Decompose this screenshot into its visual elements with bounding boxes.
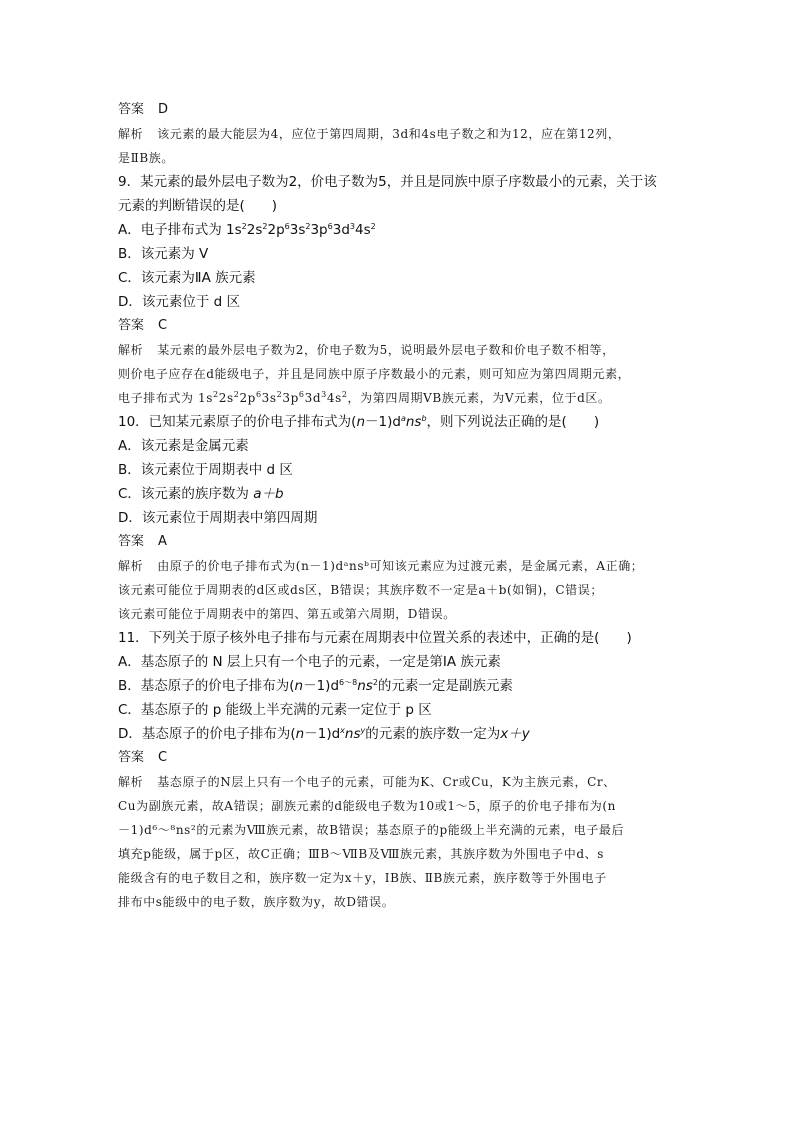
explanation-label: 解析 [118, 127, 144, 141]
question-text: 10．已知某元素原子的价电子排布式为( [118, 414, 357, 430]
orbital: 3p [282, 391, 299, 405]
orbital: 2p [267, 222, 285, 238]
orbital: 3s [261, 391, 277, 405]
explanation-text: 基态原子的N层上只有一个电子的元素，可能为K、Cr或Cu，K为主族元素，Cr、 [157, 775, 616, 789]
question-text: 11．下列关于原子核外电子排布与元素在周期表中位置关系的表述中，正确的是( ) [118, 630, 632, 646]
electron-configuration [226, 222, 376, 238]
electron-count: 2 [341, 390, 348, 399]
variable: n [356, 414, 366, 430]
electron-count: 6 [298, 390, 305, 399]
explanation-line [118, 122, 678, 146]
explanation-line [118, 866, 678, 890]
option-text: D．基态原子的价电子排布为( [118, 726, 296, 742]
question-9-stem [118, 170, 678, 194]
variable: s [353, 726, 361, 742]
question-10-option-b [118, 458, 678, 482]
orbital: 3d [304, 391, 322, 405]
orbital: 2p [239, 391, 256, 405]
explanation-text: 该元素可能位于周期表的d区或ds区，B错误；其族序数不一定是a＋b(如铜)，C错误； [118, 583, 603, 597]
question-text: 9．某元素的最外层电子数为2，价电子数为5，并且是同族中原子序数最小的元素，关于该 [118, 174, 657, 190]
explanation-text: －1)d⁶～⁸ns²的元素为Ⅷ族元素，故B错误；基态原子的p能级上半充满的元素，电子最后 [118, 823, 625, 837]
variable: n [294, 678, 304, 694]
electron-count: 2 [305, 222, 311, 231]
explanation-text: Cu为副族元素，故A错误；副族元素的d能级电子数为10或1～5，原子的价电子排布为(n [118, 799, 617, 813]
question-text: ，则下列说法正确的是( ) [426, 414, 600, 430]
orbital: 3s [289, 222, 306, 238]
explanation-text: 某元素的最外层电子数为2，价电子数为5，说明最外层电子数和价电子数不相等， [157, 343, 615, 357]
electron-count: 2 [213, 390, 219, 399]
electron-count: 2 [233, 390, 240, 399]
superscript: 6～8 [339, 678, 358, 687]
answer-line [118, 530, 678, 554]
orbital: 4s [326, 391, 342, 405]
electron-count: 3 [349, 222, 355, 231]
explanation-line [118, 842, 678, 866]
answer-label: 答案 [118, 102, 145, 117]
question-text: －1)d [365, 414, 401, 430]
answer-label: 答案 [118, 750, 145, 765]
variable: n [295, 726, 305, 742]
explanation-line [118, 770, 678, 794]
electron-configuration [198, 391, 348, 405]
variable: s [414, 414, 422, 430]
variable: s [365, 678, 373, 694]
explanation-line [118, 146, 678, 170]
explanation-text: 则价电子应存在d能级电子，并且是同族中原子序数最小的元素，则可知应为第四周期元素， [118, 367, 631, 381]
explanation-text: 该元素可能位于周期表中的第四、第五或第六周期，D错误。 [118, 607, 456, 621]
question-10-option-c [118, 482, 678, 506]
explanation-line [118, 362, 678, 386]
question-11-option-d: D．基态原子的价电子排布为$(n-1)d^xns^y$的元素的族序数一定为x＋y [118, 726, 530, 742]
answer-label: 答案 [118, 534, 145, 549]
question-9-option-d [118, 290, 678, 314]
option-text: A．电子排布式为 [118, 222, 222, 238]
explanation-line [118, 578, 678, 602]
explanation-text: 排布中s能级中的电子数，族序数为y，故D错误。 [118, 895, 395, 909]
answer-value: C [158, 750, 168, 765]
question-10-option-d [118, 506, 678, 530]
electron-count: 6 [284, 222, 290, 231]
option-text: B．基态原子的价电子排布为( [118, 678, 295, 694]
explanation-text: 能级含有的电子数目之和，族序数一定为x＋y，ⅠB族、ⅡB族元素，族序数等于外围电子 [118, 871, 607, 885]
answer-value: D [158, 102, 169, 117]
explanation-text: 电子排布式为 [118, 391, 194, 405]
answer-line [118, 746, 678, 770]
orbital: 3p [310, 222, 328, 238]
option-text: D．该元素位于 d 区 [118, 294, 241, 310]
option-text: B．该元素为 V [118, 246, 209, 262]
electron-count: 2 [241, 222, 247, 231]
question-text: 元素的判断错误的是( ) [118, 198, 278, 214]
math-expression: x＋y [500, 726, 530, 742]
electron-count: 2 [262, 222, 268, 231]
orbital: 1s [226, 222, 242, 238]
explanation-line [118, 890, 678, 914]
option-text: B．该元素位于周期表中 d 区 [118, 462, 293, 478]
question-9-option-b [118, 242, 678, 266]
electron-count: 6 [255, 390, 262, 399]
explanation-label: 解析 [118, 559, 144, 573]
explanation-text: 填充p能级，属于p区，故C正确；ⅢB～ⅦB及Ⅷ族元素，其族序数为外围电子中d、s [118, 847, 604, 861]
option-text: D．该元素位于周期表中第四周期 [118, 510, 318, 526]
question-9-stem-cont [118, 194, 678, 218]
explanation-label: 解析 [118, 343, 144, 357]
question-11-stem [118, 626, 678, 650]
option-text: 的元素一定是副族元素 [377, 678, 513, 694]
explanation-line [118, 338, 678, 362]
explanation-text: 是ⅡB族。 [118, 151, 174, 165]
variable: n [357, 678, 366, 694]
option-text: C．该元素为ⅡA 族元素 [118, 270, 256, 286]
electron-count: 2 [370, 222, 376, 231]
answer-label: 答案 [118, 318, 145, 333]
question-11-option-c [118, 698, 678, 722]
question-9-option-c [118, 266, 678, 290]
option-text: A．基态原子的 N 层上只有一个电子的元素，一定是第ⅠA 族元素 [118, 654, 501, 670]
answer-line [118, 98, 678, 122]
electron-count: 6 [327, 222, 333, 231]
explanation-label: 解析 [118, 775, 144, 789]
option-text: A．该元素是金属元素 [118, 438, 249, 454]
question-10-option-a [118, 434, 678, 458]
superscript: a [400, 414, 406, 423]
explanation-text: ，为第四周期ⅤB族元素，为V元素，位于d区。 [347, 391, 611, 405]
question-11-option-a [118, 650, 678, 674]
answer-line [118, 314, 678, 338]
explanation-line [118, 386, 678, 410]
superscript: b [421, 414, 427, 423]
option-text: C．基态原子的 p 能级上半充满的元素一定位于 p 区 [118, 702, 432, 718]
option-text: C．该元素的族序数为 [118, 486, 254, 502]
option-text: 的元素的族序数一定为 [365, 726, 501, 742]
explanation-line [118, 602, 678, 626]
question-9-option-a [118, 218, 678, 242]
explanation-line [118, 554, 678, 578]
variable: n [405, 414, 415, 430]
orbital: 2s [246, 222, 263, 238]
explanation-line [118, 794, 678, 818]
electron-count: 2 [276, 390, 283, 399]
variable: n [344, 726, 354, 742]
orbital: 1s [198, 391, 214, 405]
explanation-line [118, 818, 678, 842]
electron-count: 3 [321, 390, 327, 399]
orbital: 4s [355, 222, 371, 238]
question-10-stem [118, 410, 678, 434]
math-expression: a＋b [253, 486, 284, 502]
answer-value: C [158, 318, 168, 333]
question-11-option-b: B．基态原子的价电子排布为$(n-1)d^{6\sim 8}ns^2$的元素一定是副族元素 [118, 678, 513, 694]
explanation-text: 该元素的最大能层为4，应位于第四周期，3d和4s电子数之和为12，应在第12列， [157, 127, 621, 141]
orbital: 2s [218, 391, 234, 405]
orbital: 3d [332, 222, 350, 238]
document-page [118, 98, 678, 914]
answer-value: A [158, 534, 167, 549]
explanation-text: 由原子的价电子排布式为(n－1)dᵃnsᵇ可知该元素应为过渡元素，是金属元素，A正确； [157, 559, 644, 573]
